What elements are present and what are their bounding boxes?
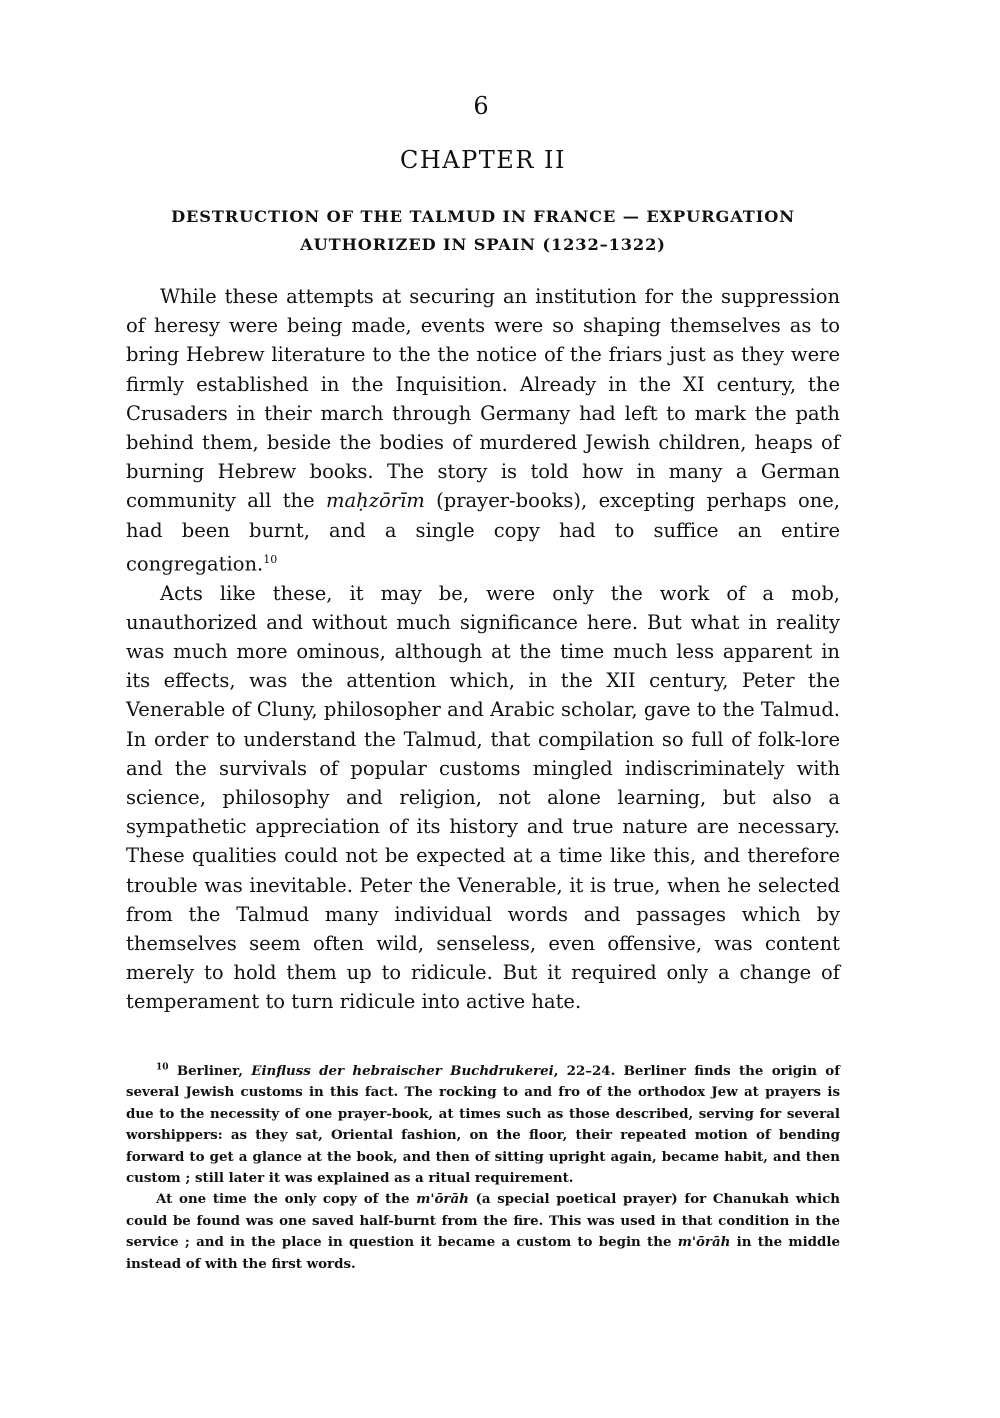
body-text	[126, 282, 840, 1017]
chapter-title: CHAPTER II	[400, 146, 566, 174]
paragraph-1	[126, 282, 840, 579]
chapter-subtitle: DESTRUCTION OF THE TALMUD IN FRANCE — EXPURGATION AUTHORIZED IN SPAIN (1232–1322)	[171, 207, 795, 254]
footnote-reference: 10	[263, 552, 278, 566]
paragraph-1-text-end: (prayer-books), excepting perhaps one, had been burnt, and a single copy had to suffice an entire congregation.	[126, 489, 841, 576]
italic-term-mahzorim: maḥzōrīm	[326, 489, 425, 513]
paragraph-1-text-start: While these attempts at securing an institution for the suppression of heresy were being made, events were so shaping themselves as to bring Hebrew literature to the the notice of the friars just as they were firmly established in the Inquisition. Already in the XI century, the Crusaders in their march through Germany had left to mark the path behind them, beside the bodies of murdered Jewish children, heaps of burning Hebrew books. The story is told how in many a German community all the	[126, 285, 840, 513]
footnote-2-text-middle: (a special poetical prayer) for Chanukah which could be found was one saved half-burnt from the fire. This was used in that condition in the service ; and in the place in question it became a custom to begin the	[126, 1191, 840, 1251]
italic-term-morah-1: m'ōrāh	[416, 1191, 469, 1208]
page-number: 6	[473, 92, 489, 120]
footnote-text: , 22–24. Berliner finds the origin of several Jewish customs in this fact. The rocking to and fro of the orthodox Jew at prayers is due to the necessity of one prayer-book, at times such as those described, serving for several worshippers: as they sat, Oriental fashion, on the floor, their repeated motion of bending forward to get a glance at the book, and then of sitting upright again, became habit, and then custom ; still later it was explained as a ritual requirement.	[126, 1063, 840, 1187]
footnote-author: Berliner,	[168, 1063, 252, 1079]
footnote-10	[126, 1061, 840, 1189]
footnote-work-title: Einfluss der hebraischer Buchdrukerei	[251, 1063, 554, 1079]
paragraph-2: Acts like these, it may be, were only the work of a mob, unauthorized and without much significance here. But what in reality was much more ominous, although at the time much less apparent in its effects, was the attention which, in the XII century, Peter the Venerable of Cluny, philosopher and Arabic scholar, gave to the Talmud. In order to understand the Talmud, that compilation so full of folk-lore and the survivals of popular customs mingled indiscriminately with science, philosophy and religion, not alone learning, but also a sympathetic appreciation of its history and true nature are necessary. These qualities could not be expected at a time like this, and therefore trouble was inevitable. Peter the Venerable, it is true, when he selected from the Talmud many individual words and passages which by themselves seem often wild, senseless, even offensive, was content merely to hold them up to ridicule. But it required only a change of temperament to turn ridicule into active hate.	[126, 581, 840, 1014]
footnotes	[126, 1061, 840, 1275]
italic-term-morah-2: m'ōrāh	[677, 1234, 731, 1251]
footnote-2-text-end: in the middle instead of with the first words.	[126, 1234, 840, 1272]
footnote-2-text-start: At one time the only copy of the	[156, 1191, 417, 1208]
footnote-continuation	[126, 1189, 840, 1275]
footnote-marker: 10	[156, 1062, 169, 1073]
